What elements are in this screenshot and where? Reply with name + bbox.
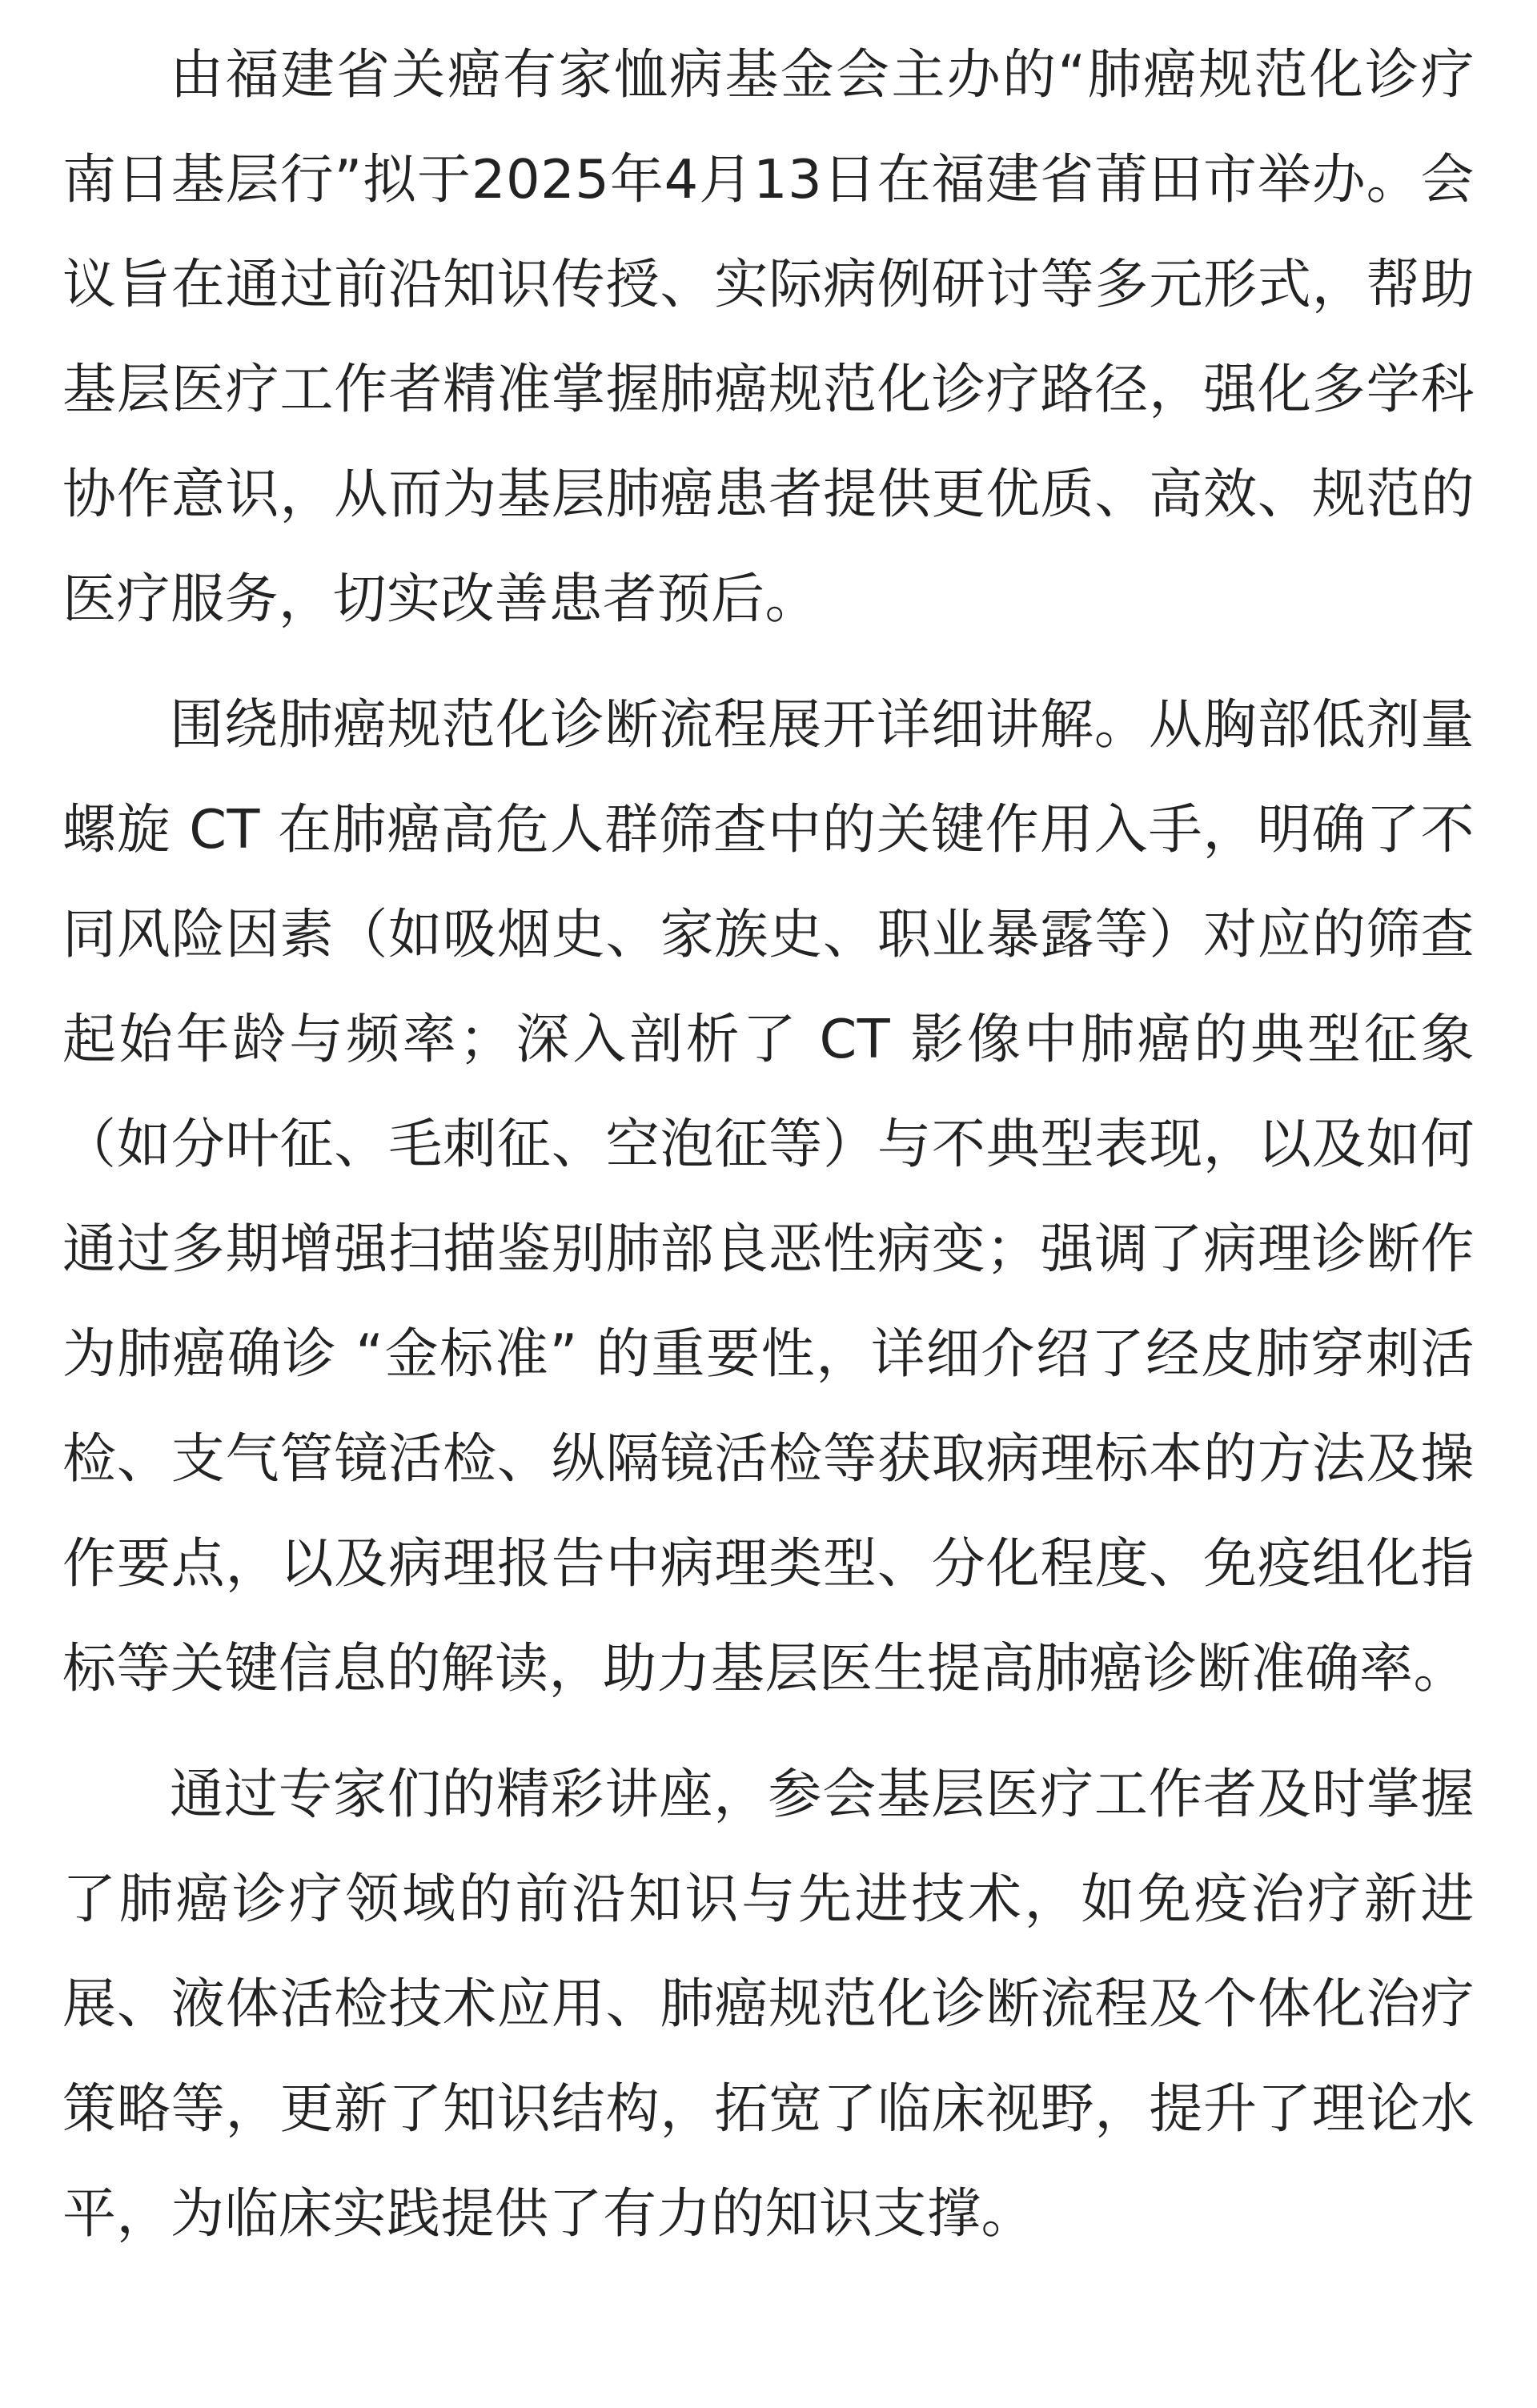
paragraph-diagnosis-process: 围绕肺癌规范化诊断流程展开详细讲解。从胸部低剂量螺旋 CT 在肺癌高危人群筛查中的关键作用入手，明确了不同风险因素（如吸烟史、家族史、职业暴露等）对应的筛查起始年龄与频率；深入剖析了 CT 影像中肺癌的典型征象（如分叶征、毛刺征、空泡征等）与不典型表现，以及如何通过多期增强扫描鉴别肺部良恶性病变；强调了病理诊断作为肺癌确诊 “金标准” 的重要性，详细介绍了经皮肺穿刺活检、支气管镜活检、纵隔镜活检等获取病理标本的方法及操作要点，以及病理报告中病理类型、分化程度、免疫组化指标等关键信息的解读，助力基层医生提高肺癌诊断准确率。 bbox=[62, 693, 1475, 1700]
paragraph-lecture-outcome: 通过专家们的精彩讲座，参会基层医疗工作者及时掌握了肺癌诊疗领域的前沿知识与先进技术，如免疫治疗新进展、液体活检技术应用、肺癌规范化诊断流程及个体化治疗策略等，更新了知识结构，拓宽了临床视野，提升了理论水平，为临床实践提供了有力的知识支撑。 bbox=[62, 1763, 1475, 2245]
article-body bbox=[62, 22, 1475, 2287]
paragraph-event-intro: 由福建省关癌有家恤病基金会主办的“肺癌规范化诊疗南日基层行”拟于2025年4月13日在福建省莆田市举办。会议旨在通过前沿知识传授、实际病例研讨等多元形式，帮助基层医疗工作者精准掌握肺癌规范化诊疗路径，强化多学科协作意识，从而为基层肺癌患者提供更优质、高效、规范的医疗服务，切实改善患者预后。 bbox=[62, 43, 1475, 630]
